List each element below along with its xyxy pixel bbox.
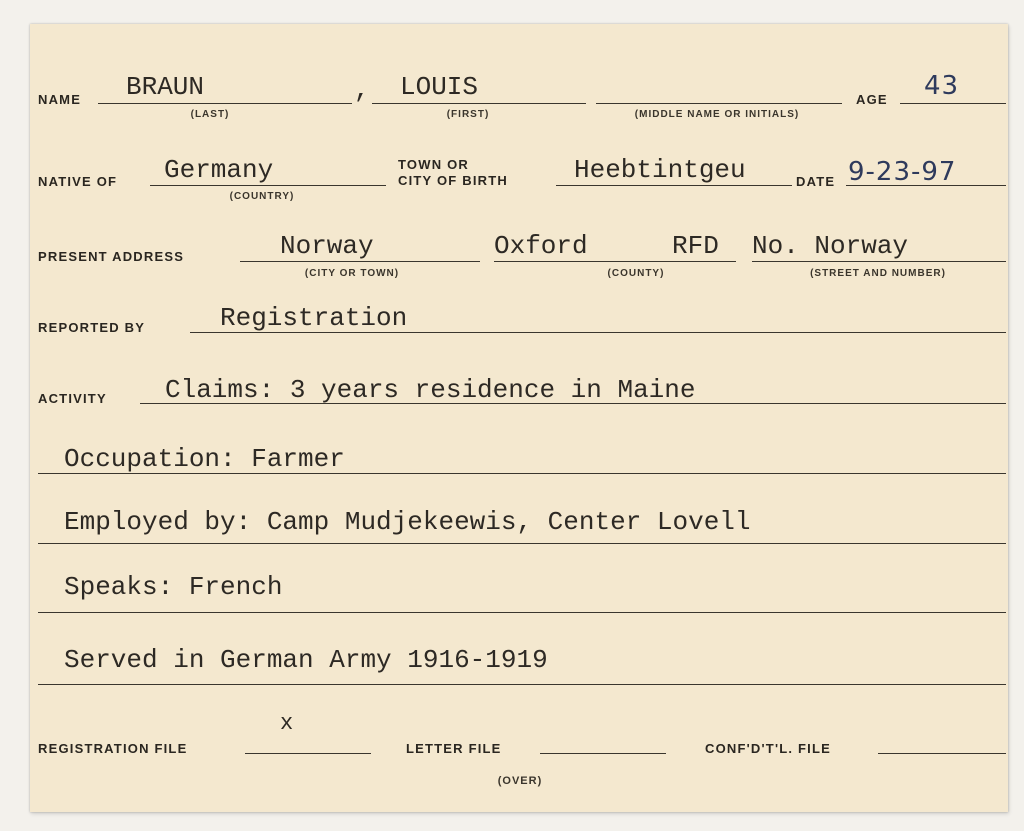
city-or-town-sublabel: (CITY OR TOWN) [304, 268, 400, 279]
county-line [494, 261, 736, 262]
birth-city-value: Heebtintgeu [574, 155, 746, 185]
confidential-file-line [878, 753, 1006, 754]
birth-date-value: 9-23-97 [848, 157, 957, 187]
name-label: NAME [38, 92, 82, 107]
activity-text-3: Employed by: Camp Mudjekeewis, Center Lovell [64, 507, 751, 537]
letter-file-line [540, 753, 666, 754]
activity-line-4 [38, 612, 1006, 613]
reported-by-value: Registration [220, 303, 408, 333]
country-line [150, 185, 386, 186]
first-name-line [372, 103, 586, 104]
age-label: AGE [856, 92, 888, 107]
registration-card [30, 24, 1008, 812]
first-sublabel: (FIRST) [446, 109, 490, 120]
name-separator: , [354, 75, 370, 105]
country-sublabel: (COUNTRY) [229, 191, 295, 202]
age-line [900, 103, 1006, 104]
middle-sublabel: (MIDDLE NAME OR INITIALS) [634, 109, 800, 120]
address-rfd-value: RFD [672, 231, 719, 261]
street-sublabel: (STREET AND NUMBER) [810, 268, 946, 279]
reported-by-label: REPORTED BY [38, 320, 146, 335]
activity-line-5 [38, 684, 1006, 685]
town-or-label: TOWN OR [398, 157, 469, 172]
registration-file-mark: x [280, 711, 294, 736]
letter-file-label: LETTER FILE [406, 741, 502, 756]
registration-file-line [245, 753, 371, 754]
activity-text-2: Occupation: Farmer [64, 444, 345, 474]
age-value: 43 [924, 71, 960, 101]
first-name-value: LOUIS [400, 72, 479, 102]
native-of-label: NATIVE OF [38, 174, 118, 189]
activity-text-4: Speaks: French [64, 572, 283, 602]
present-address-label: PRESENT ADDRESS [38, 249, 185, 264]
over-note: (OVER) [497, 775, 543, 787]
address-street-value: No. Norway [752, 231, 909, 261]
activity-text-1: Claims: 3 years residence in Maine [165, 375, 696, 405]
last-sublabel: (LAST) [190, 109, 230, 120]
city-town-line [240, 261, 480, 262]
middle-name-line [596, 103, 842, 104]
county-sublabel: (COUNTY) [607, 268, 665, 279]
last-name-line [98, 103, 352, 104]
last-name-value: BRAUN [126, 72, 205, 102]
registration-file-label: REGISTRATION FILE [38, 741, 188, 756]
activity-line-3 [38, 543, 1006, 544]
activity-text-5: Served in German Army 1916-1919 [64, 645, 548, 675]
street-line [752, 261, 1006, 262]
confidential-file-label: CONF'D'T'L. FILE [705, 741, 831, 756]
native-country-value: Germany [164, 155, 274, 185]
address-city-value: Norway [280, 231, 374, 261]
date-label: DATE [796, 174, 836, 189]
activity-label: ACTIVITY [38, 391, 107, 406]
address-county-value: Oxford [494, 231, 588, 261]
birth-city-line [556, 185, 792, 186]
city-of-birth-label: CITY OF BIRTH [398, 173, 508, 188]
